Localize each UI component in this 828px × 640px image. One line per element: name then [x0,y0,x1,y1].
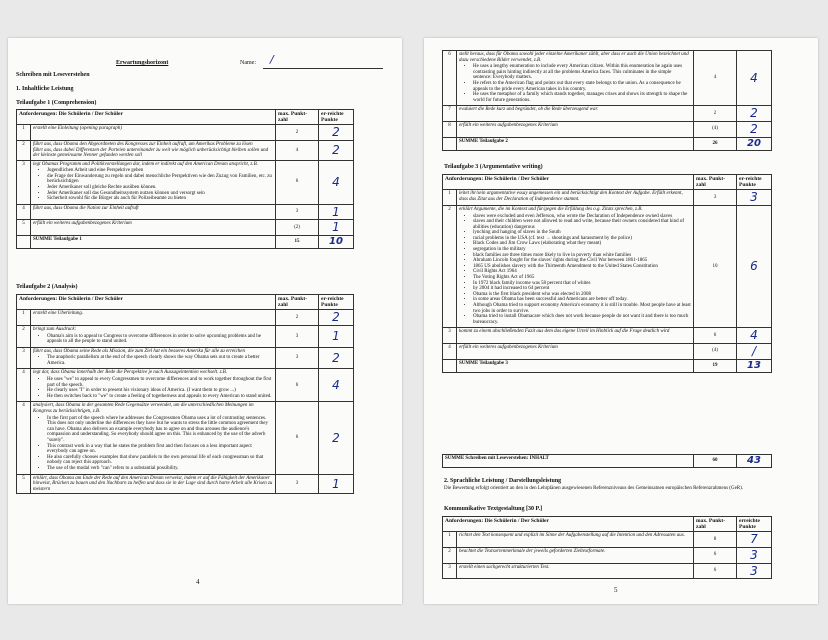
row-max-points: 6 [694,563,737,579]
row-max-points: 10 [694,205,737,327]
row-achieved-points: 1 [332,329,340,343]
bullet-list [33,416,273,472]
bullet-item: • The anaphoric parallelism at the end of the speech clearly shows the way Obama sets out to create a better America. [47,355,273,366]
requirement-text: erfüllt ein weiteres aufgabenbezogenes Kriterium [459,344,558,350]
row-achieved-points: 2 [332,310,340,325]
table-row [443,328,772,344]
row-number: 2 [17,325,31,347]
row-requirement [457,205,694,327]
task2-title: Teilaufgabe 2 (Analysis) [16,284,78,290]
bullet-item: • by 2004 it had increased to 64 percent [473,286,691,292]
name-label: Name: [240,60,256,66]
bullet-item: • Abraham Lincoln fought for the slaves' rights during the Civil War between 1861-1865 [473,258,691,264]
requirement-text: erklärt, dass Obama am Ende der Rede auf den American Dream verweist, indem er auf die Fähigkeit der Amerikaner hinweist, Brücken zu bauen und den Nachbarn zu helfen und dass sie in der Lage sind durch harte Arbeit alle Krisen zu meistern [33,475,273,492]
bullet-item: • He then switches back to "we" to create a feeling of togetherness and appeals to every American to stand united. [47,394,273,400]
row-requirement [457,328,694,344]
col-requirements: Anforderungen: Die Schülerin / Der Schüler [17,295,276,310]
requirement-text: legt dar, dass Obama innerhalb der Rede die Perspektive je nach Aussageintention wechselt. z.B. [33,370,228,376]
bullet-item: • Sicherheit sowohl für die Bürger als auch für Polizeibeamte zu bieten [47,196,273,202]
task3-table [442,174,772,373]
row-achieved-cell [319,474,354,494]
requirement-text: erfüllt ein weiteres aufgabenbezogenes Kriterium [33,221,132,227]
col-requirements: Anforderungen: Die Schülerin / Der Schüler [443,175,694,190]
row-max-points: 6 [276,369,319,402]
row-achieved-points: 2 [332,125,340,140]
bullet-item: • The Voting Rights Act of 1965 [473,275,691,281]
table-row [443,547,772,563]
requirement-text: leitet ihr/sein argumentative essay angemessen ein und berücksichtigt den Kontext der Aufgabe. Erfüllt erkennt, dass das Zitat aus der Declaration of Independence stammt. [459,191,683,202]
bullet-item: • He also carefully chooses examples that show parallels to the own personal life of each congressman so that nobody can reject this approach. [47,455,273,466]
subtitle: Schreiben mit Leseverstehen [16,72,90,78]
row-number: 3 [17,347,31,369]
row-number: 1 [17,310,31,326]
bullet-list [33,168,273,202]
row-number: 3 [443,328,457,344]
row-number: 6 [443,51,457,106]
bullet-item: • He uses the metaphor of a family which stands together, manages crises and shows its strength to shape the world for future generations. [473,92,691,103]
row-achieved-cell [737,106,772,122]
comm-title: Kommunikative Textgestaltung [30 P.] [444,506,543,512]
table-row [443,190,772,206]
requirement-text: erstellt einen sachgerecht strukturierten Text. [459,564,550,570]
row-achieved-cell [737,328,772,344]
row-achieved-points: 3 [750,563,758,578]
requirement-text: erstellt eine Einleitung (opening paragraph) [33,126,122,132]
requirement-text: führt aus, dass Obama seine Rede als Mission, die zum Ziel hat ein besseres Amerika für alle zu erreichen [33,348,246,354]
row-achieved-cell [319,204,354,220]
row-max-points: 6 [276,160,319,204]
table-row [443,343,772,359]
row-max-points: 8 [694,532,737,548]
table-row [17,369,354,402]
row-achieved-cell [319,369,354,402]
bullet-item: • Although Obama tried to support economy America's economy it is still in trouble. Most people have at least two jobs in order to survive. [473,303,691,314]
row-requirement [457,51,694,106]
table-row [443,51,772,106]
row-achieved-cell [319,220,354,236]
row-achieved-points: 1 [332,204,340,219]
row-achieved-cell [737,532,772,548]
section2-title: 2. Sprachliche Leistung / Darstellungsleistung [444,478,562,484]
task2-table [16,294,354,494]
row-achieved-points: 7 [750,532,758,547]
bullet-item: • This contrast work in a way that he states the problem first and then focuses on a less important aspect everybody can agree on. [47,444,273,455]
row-achieved-points: 2 [750,121,758,136]
table-row [17,125,354,141]
row-requirement [31,347,276,369]
row-achieved-cell [737,51,772,106]
row-number: 3 [17,160,31,204]
comm-col-got: erreichte Punkte [737,517,772,532]
row-achieved-cell [319,325,354,347]
bullet-item: • Obama's aim is to appeal to Congress to overcome differences in order to solve upcoming problems and he appeals to all the people to stand united. [47,334,273,345]
requirement-text: stellt heraus, dass für Obama sowohl jeder einzelne Amerikaner zählt, aber dass er auch die Union bezeichnet und dazu verschiedene Bilder verwendet, z.B. [459,52,689,63]
table-row [443,532,772,548]
row-achieved-points: 2 [332,350,340,365]
table-row [17,402,354,474]
bullet-item: • segregation in the military [473,247,691,253]
row-number: 5 [17,474,31,494]
table-row [17,160,354,204]
col-got: er-reichte Punkte [319,295,354,310]
table-row [443,563,772,579]
bullet-item: • slaves were excluded and even Jefferson, who wrote the Declaration of Independence owned slaves [473,214,691,220]
bullet-item: • Jeder Amerikaner soll das Gesundheitssystem nutzen können und versorgt sein [47,191,273,197]
row-achieved-cell [319,125,354,141]
bullet-list [33,377,273,399]
col-max: max. Punkt-zahl [276,295,319,310]
bullet-item: • He refers to the American flag and points out that every state belongs to the union. As a consequence he appeals to the pride every American takes in his country. [473,81,691,92]
row-achieved-cell [319,347,354,369]
bullet-item: • The use of the modal verb "can" refers to a substantial possibility. [47,466,273,472]
row-max-points: 6 [694,547,737,563]
row-requirement [457,547,694,563]
task2-continued-table [442,50,772,151]
bullet-item: • Civil Rights Act 1964 [473,269,691,275]
row-number: 4 [17,402,31,474]
header-title: Erwartungshorizont [116,60,169,66]
bullet-item: • die Frage der Einwanderung zu regeln und dabei menschliche Perspektiven wie den Zuzug von Familien, etc. zu berücksichtigen [47,174,273,185]
row-requirement [31,369,276,402]
col-max: max. Punkt-zahl [694,175,737,190]
row-achieved-points: 2 [750,106,758,121]
task1-title: Teilaufgabe 1 (Comprehension) [16,100,97,106]
row-requirement [31,140,276,160]
bullet-item: • He uses "we" to appeal to every Congressmen to overcome differences and to work together throughout the first part of the speech. [47,377,273,388]
bullet-item: • He uses a lengthy enumeration to include every American citizen. Within this enumeration he again uses contrasting pairs hinting indirectly at all the problems America faces. This culminates in the simple sentence: Everybody matters. [473,64,691,81]
row-max-points: (2) [276,220,319,236]
row-number: 1 [443,190,457,206]
requirement-text: kommt zu einem abschließenden Fazit aus dem das eigene Urteil im Hinblick auf die Frage deutlich wird [459,329,670,335]
row-requirement [457,563,694,579]
task1-table [16,109,354,249]
bullet-item: • in some areas Obama has been successful and Americans are better off today. [473,297,691,303]
section1-title: 1. Inhaltliche Leistung [16,86,74,92]
row-requirement [31,160,276,204]
col-got: er-reichte Punkte [319,110,354,125]
col-requirements: Anforderungen: Die Schülerin / Der Schüler [17,110,276,125]
requirement-text: erfüllt ein weiteres aufgabenbezogenes Kriterium [459,122,558,128]
task2-sum-row: SUMME Teilaufgabe 2 26 20 [443,137,772,150]
requirement-text: legt Obamas Programm und Politikvorstellungen dar, indem er indirekt auf den American Dream anspricht, z.B. [33,161,258,167]
row-max-points: 3 [276,474,319,494]
row-achieved-points: 1 [332,220,340,235]
comm-col-requirements: Anforderungen: Die Schülerin / Der Schüler [443,517,694,532]
row-max-points: 3 [276,204,319,220]
row-number: 1 [443,532,457,548]
row-number: 8 [443,121,457,137]
col-got: er-reichte Punkte [737,175,772,190]
row-requirement [457,343,694,359]
bullet-item: • lynching and hanging of slaves in the South [473,230,691,236]
row-achieved-cell [737,343,772,359]
col-max: max. Punkt-zahl [276,110,319,125]
bullet-item: • racial problems in the USA (cf. text → shootings and harassment by the police) [473,236,691,242]
row-max-points: 4 [276,140,319,160]
comm-col-max: max. Punkt-zahl [694,517,737,532]
bullet-list [33,334,273,345]
row-achieved-points: 4 [750,70,758,85]
row-achieved-cell [737,190,772,206]
row-max-points: 6 [694,328,737,344]
bullet-list [459,64,691,103]
bullet-item: • Black Codes and Jim Crow Laws (elaborating what they meant) [473,241,691,247]
row-achieved-points: 2 [332,143,340,157]
left-page [8,38,402,604]
total-row: SUMME Schreiben mit Leseverstehen: INHALT 60 43 [443,455,772,468]
right-page [424,38,818,604]
task1-sum-row: SUMME Teilaufgabe 1 15 10 [17,236,354,249]
table-row [17,347,354,369]
row-number: 2 [443,547,457,563]
requirement-text: analysiert, dass Obama in der gesamten Rede Gegensätze verwendet, um die unterschiedlichen Meinungen im Kongress zu berücksichtigen, z.B. [33,403,254,415]
bullet-list [459,214,691,326]
comm-table [442,516,772,579]
row-max-points: 3 [276,347,319,369]
bullet-item: • black families are three times more likely to live in poverty than white families [473,253,691,259]
row-requirement [457,121,694,137]
row-achieved-cell [319,310,354,326]
table-row [17,310,354,326]
row-max-points: 2 [694,106,737,122]
bullet-item: • In the first part of the speech where he addresses the Congressmen Obama uses a lot of contrasting sentences. This does not only underline the differences they have but he wants to stress the little common agreement they can have. Obama also delivers an example everybody has to agree on and thus arouses the audience's compassion and understanding. So everybody should agree on this. This is enhanced by the use of the adverb "surely". [47,416,273,444]
row-requirement [31,125,276,141]
bullet-item: • slaves and their children were not allowed to read and write, because their owners considered that kind of abilities (education) dangerous [473,219,691,230]
row-number: 4 [17,369,31,402]
page-number: 4 [196,578,200,586]
task3-title: Teilaufgabe 3 (Argumentative writing) [444,164,543,170]
row-number: 4 [17,204,31,220]
row-max-points: 3 [276,325,319,347]
page-number: 5 [614,586,618,594]
table-row [17,220,354,236]
row-number: 2 [443,205,457,327]
row-requirement [31,204,276,220]
row-achieved-points: 3 [750,190,758,205]
row-achieved-points: 6 [750,259,758,274]
bullet-item: • 1865 US abolishes slavery with the Thirteenth Amendment to the United States Constitution [473,264,691,270]
row-number: 2 [17,140,31,160]
row-requirement [457,106,694,122]
requirement-text: führt aus, dass Obama die Nation zur Einheit aufruft [33,205,139,211]
requirement-text: führt aus, dass Obama den Abgeordneten des Kongresses zur Einheit aufruft, um Amerikas Probleme zu lösen führt aus, dass dabei Differenzen der Parteien untereinander zu weit wie möglich unberücksichtigt bleiben sollen und der kleinste gemeinsame Nenner gefunden werden soll [33,141,269,159]
row-requirement [457,532,694,548]
requirement-text: erklärt Argumente, die im Kontext und für/gegen die Erfüllung des o.g. Zitats sprechen, z.B. [459,206,643,212]
requirement-text: beachtet die Textsortenmerkmale der jeweils geforderten Zieltextformate. [459,548,606,554]
table-row [443,121,772,137]
table-row [17,140,354,160]
row-max-points: 2 [276,125,319,141]
row-requirement [457,190,694,206]
row-requirement [31,402,276,474]
table-row [443,205,772,327]
bullet-list [33,355,273,366]
row-max-points: (4) [694,343,737,359]
bullet-item: • Jeder Amerikaner soll gleiche Rechte ausüben können. [47,185,273,191]
row-number: 3 [443,563,457,579]
requirement-text: evaluiert die Rede kurz und begründet, ob die Rede überzeugend war. [459,107,599,113]
table-row [17,474,354,494]
row-number: 5 [17,220,31,236]
row-requirement [31,220,276,236]
row-achieved-points: 3 [750,547,758,562]
row-requirement [31,310,276,326]
row-achieved-points: 4 [332,378,340,393]
row-achieved-points: / [751,343,757,358]
row-achieved-cell [319,402,354,474]
bullet-item: • He clearly uses "I" in order to present his visionary ideas of America. (I want them to grow ...) [47,388,273,394]
name-line [263,68,383,69]
row-achieved-points: 1 [332,476,340,491]
row-achieved-cell [737,205,772,327]
section2-text: Die Bewertung erfolgt orientiert an den in den Lehrplänen ausgewiesenen Referenzniveaus des Gemeinsamen europäischen Referenzrahmens (GeR). [444,486,744,491]
row-achieved-cell [319,140,354,160]
bullet-item: • Obama is the first black president who was elected in 2008 [473,292,691,298]
bullet-item: • Jugendlichen Arbeit und eine Perspektive geben [47,168,273,174]
bullet-item: • Obama tried to install Obamacare which does not work because people do not want it and there is too much bureaucracy. [473,314,691,325]
row-achieved-points: 4 [332,174,340,189]
row-max-points: 2 [276,310,319,326]
task3-sum-row: SUMME Teilaufgabe 3 19 13 [443,359,772,372]
row-number: 4 [443,343,457,359]
total-table [442,454,772,468]
row-achieved-cell [737,121,772,137]
row-number: 7 [443,106,457,122]
row-max-points: 4 [694,51,737,106]
requirement-text: richtet den Text konsequent und explizit im Sinne der Aufgabenstellung auf die Intention und den Adressaten aus. [459,533,685,539]
row-achieved-cell [737,563,772,579]
row-max-points: (4) [694,121,737,137]
row-achieved-cell [319,160,354,204]
row-requirement [31,474,276,494]
table-row [443,106,772,122]
row-achieved-cell [737,547,772,563]
row-number: 1 [17,125,31,141]
table-row [17,204,354,220]
row-requirement [31,325,276,347]
row-max-points: 3 [694,190,737,206]
row-achieved-points: 2 [332,430,340,445]
table-row [17,325,354,347]
name-value: / [270,53,274,66]
requirement-text: erstellt eine Überleitung. [33,311,84,317]
requirement-text: bringt zum Ausdruck: [33,326,77,332]
row-max-points: 6 [276,402,319,474]
row-achieved-points: 4 [750,328,758,343]
bullet-item: • In 1972 black family income was 58 percent that of whites [473,281,691,287]
